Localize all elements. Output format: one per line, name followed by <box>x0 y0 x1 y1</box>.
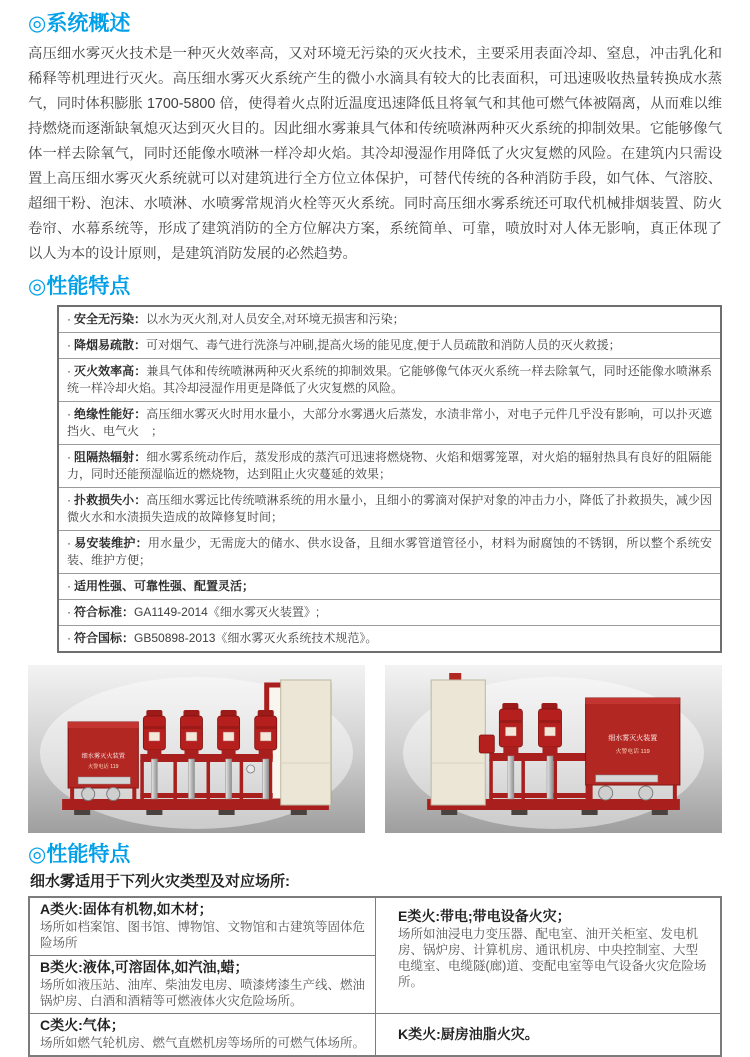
bullet-marker: · <box>67 605 71 619</box>
bullet-marker: · <box>67 631 71 645</box>
feature-label: 灭火效率高： <box>74 364 147 378</box>
feature-text: 用水量少，无需庞大的储水、供水设备，且细水雾管道管径小，材料为耐腐蚀的不锈钢，所以整个系统安装、维护方便； <box>67 536 712 567</box>
pressure-gauge-icon <box>247 765 255 773</box>
feature-label: 绝缘性能好： <box>74 407 147 421</box>
feature-row <box>59 307 720 332</box>
feature-text: 可对烟气、毒气进行洗涤与冲刷,提高火场的能见度,便于人员疏散和消防人员的灭火救援； <box>146 338 621 352</box>
section-features <box>28 275 722 653</box>
feature-row <box>59 487 720 530</box>
bullet-marker: · <box>67 338 71 352</box>
feature-table <box>57 305 722 653</box>
feature-text: 高压细水雾远比传统喷淋系统的用水量小，且细小的雾滴对保护对象的冲击力小，降低了扑救损失，减少因微火水和水渍损失造成的故障修复时间； <box>67 493 712 524</box>
fire-class-desc: 场所如档案馆、图书馆、博物馆、文物馆和古建筑等固体危险场所 <box>40 920 366 950</box>
fire-class-table <box>28 896 722 1057</box>
pump-skid-4-pump-illustration <box>28 665 365 833</box>
feature-row <box>59 573 720 599</box>
feature-label: 适用性强、可靠性强、配置灵活； <box>74 579 255 593</box>
fire-class-a-cell <box>30 898 375 955</box>
bullet-marker: · <box>67 536 71 550</box>
feature-text: GA1149-2014《细水雾灭火装置》; <box>134 605 320 619</box>
feature-label: 符合国标： <box>74 631 135 645</box>
machine-nameplate-text: 细水雾灭火装置 <box>81 753 125 760</box>
feature-label: 降烟易疏散： <box>74 338 147 352</box>
feature-text: 高压细水雾灭火时用水量小，大部分水雾遇火后蒸发，水渍非常小，对电子元件几乎没有影响，可以扑灭遮挡火、电气火 ； <box>67 407 712 438</box>
machine-nameplate-text: 细水雾灭火装置 <box>608 735 658 742</box>
manifold-pipe <box>78 777 130 784</box>
feature-row <box>59 625 720 651</box>
feature-text: 兼具气体和传统喷淋两种灭火系统的抑制效果。它能够像气体灭火系统一样去除氧气，同时还能像水喷淋系统一样冷却火焰。其冷却浸湿作用更是降低了火灾复燃的风险。 <box>67 364 712 395</box>
control-cabinet <box>431 673 485 805</box>
feature-row <box>59 358 720 401</box>
bullet-marker: · <box>67 493 71 507</box>
pump-skid-2-pump-illustration <box>385 665 722 833</box>
bullet-marker: · <box>67 450 71 464</box>
bullet-marker: · <box>67 312 71 326</box>
feature-label: 安全无污染： <box>74 312 147 326</box>
bullet-marker: · <box>67 407 71 421</box>
feature-label: 阻隔热辐射： <box>74 450 147 464</box>
red-tank <box>586 698 680 800</box>
product-photo-right <box>385 665 722 833</box>
manifold-pipe <box>596 775 658 782</box>
fire-class-desc: 场所如油浸电力变压器、配电室、油开关柜室、发电机房、锅炉房、计算机房、通讯机房、中央控制室、大型电缆室、电缆隧(廊)道、变配电室等电气设备火灾危险场所。 <box>398 927 707 989</box>
applications-subtitle: 细水雾适用于下列火灾类型及对应场所: <box>30 873 290 890</box>
feature-label: 易安装维护： <box>74 536 148 550</box>
feature-text: GB50898-2013《细水雾灭火系统技术规范》。 <box>134 631 378 645</box>
fire-class-desc: 场所如液压站、油库、柴油发电房、喷漆烤漆生产线、燃油锅炉房、白酒和酒精等可燃液体火灾危险场所。 <box>40 978 366 1008</box>
feature-label: 扑救损失小： <box>74 493 147 507</box>
feature-label: 符合标准： <box>74 605 135 619</box>
machine-phone-text: 火警电话 119 <box>615 749 650 755</box>
fire-class-c-cell <box>30 1013 375 1055</box>
feature-row <box>59 599 720 625</box>
feature-text: 细水雾系统动作后，蒸发形成的蒸汽可迅速将燃烧物、火焰和烟雾笼罩，对火焰的辐射热具有良好的阻隔能力，同时还能预湿临近的燃烧物，达到阻止火灾蔓延的效果； <box>67 450 712 481</box>
fire-class-e-cell <box>375 898 720 1013</box>
section-overview <box>28 12 722 267</box>
fire-class-heading: E类火:带电;带电设备火灾； <box>398 908 571 924</box>
fire-class-heading: A类火:固体有机物,如木材； <box>40 901 213 917</box>
bullet-marker: · <box>67 579 71 593</box>
section-applications <box>28 843 722 1057</box>
fire-class-desc: 场所如燃气轮机房、燃气直燃机房等场所的可燃气体场所。 <box>40 1036 366 1050</box>
machine-phone-text: 火警电话 119 <box>87 764 119 770</box>
fire-class-heading: K类火:厨房油脂火灾。 <box>398 1025 539 1042</box>
fire-class-heading: C类火:气体； <box>40 1017 125 1033</box>
feature-row <box>59 444 720 487</box>
product-photo-left <box>28 665 365 833</box>
pipe-flange <box>107 788 120 801</box>
bullet-marker: · <box>67 364 71 378</box>
product-gallery <box>28 665 722 833</box>
feature-row <box>59 332 720 358</box>
applications-title: ◎性能特点 <box>28 843 131 866</box>
features-title: ◎性能特点 <box>28 275 131 298</box>
pipe-flange <box>82 788 95 801</box>
overview-title: ◎系统概述 <box>28 12 131 35</box>
pipe-flange <box>639 786 653 800</box>
overview-paragraph: 高压细水雾灭火技术是一种灭火效率高，又对环境无污染的灭火技术，主要采用表面冷却、窒息，冲击乳化和稀释等机理进行灭火。高压细水雾灭火系统产生的微小水滴具有较大的比表面积，可迅速吸收热量转换成水蒸气，同时体积膨胀 1700-5800 倍，使得着火点附近温度迅速降低且将氧气和其他可燃气体被隔离，从而难以维持燃烧而逐渐缺氧熄灭达到灭火目的。因此细水雾兼具气体和传统喷淋两种灭火系统的抑制效果。它能够像气体一样去除氧气，同时还能像水喷淋一样冷却火焰。其冷却漫湿作用降低了火灾复燃的风险。在建筑内只需设置上高压细水雾灭火系统就可以对建筑进行全方位立体保护，可替代传统的各种消防手段，如气体、气溶胶、超细干粉、泡沫、水喷淋、水喷雾常规消火栓等灭火系统。同时高压细水雾系统还可取代机械排烟装置、防火卷帘、水幕系统等，形成了建筑消防的全方位解决方案，系统简单、可靠，喷放时对人体无影响，真正体现了以人为本的设计原则，是建筑消防发展的必然趋势。 <box>28 46 722 262</box>
fire-class-b-cell <box>30 955 375 1013</box>
feature-row <box>59 401 720 444</box>
fire-class-k-cell <box>375 1013 720 1055</box>
aux-pump <box>479 735 494 753</box>
pipe-flange <box>599 786 613 800</box>
feature-row <box>59 530 720 573</box>
fire-class-heading: B类火:液体,可溶固体,如汽油,蜡； <box>40 959 249 975</box>
feature-text: 以水为灭火剂,对人员安全,对环境无损害和污染； <box>146 312 405 326</box>
